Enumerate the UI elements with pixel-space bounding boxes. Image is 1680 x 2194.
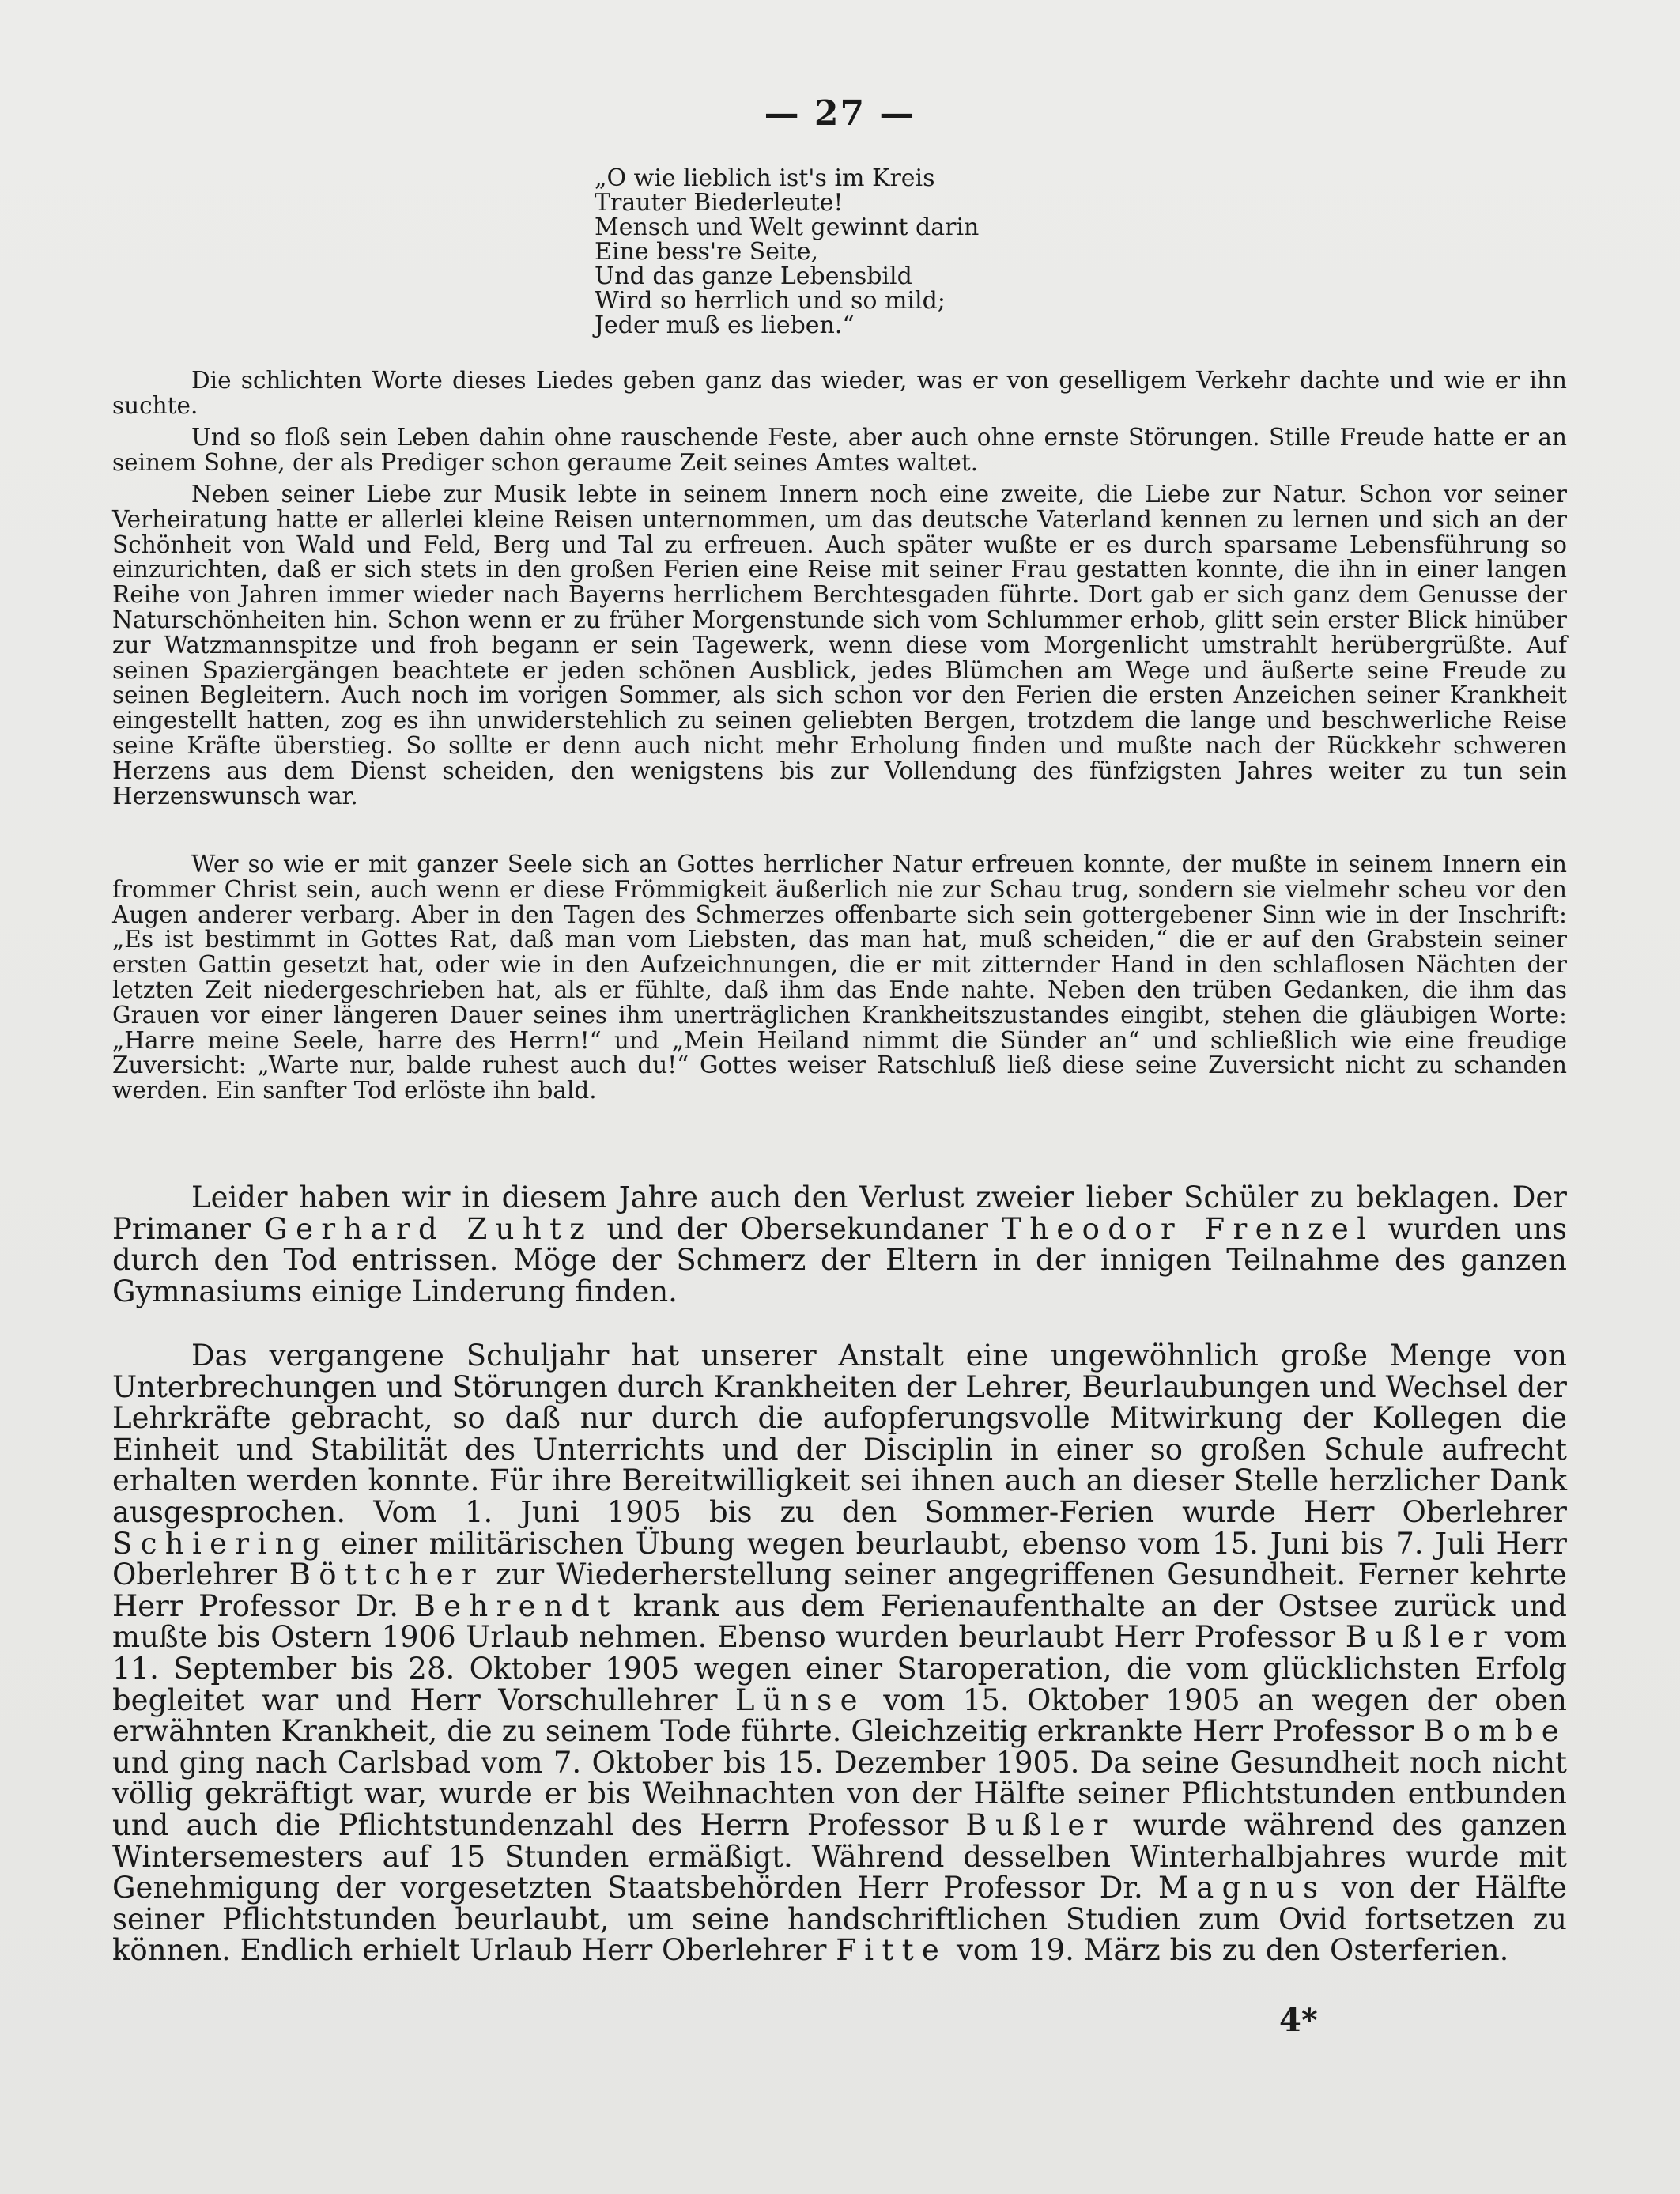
poem-line: Trauter Biederleute!	[595, 189, 844, 217]
text-run: wurden uns durch den Tod entrissen. Möge der Schmerz der Eltern in der innigen Teilnahme des ganzen Gymnasiums einige Linderung finden.	[112, 1211, 1567, 1308]
paragraph-faith	[112, 852, 1567, 1104]
paragraph-text: Die schlichten Worte dieses Liedes geben ganz das wieder, was er von geselligem Verkehr dachte und wie er ihn suchte.	[112, 367, 1567, 419]
poem-line: Mensch und Welt gewinnt darin	[595, 213, 980, 241]
paragraph-students-loss	[112, 1182, 1567, 1307]
paragraph-text: Und so floß sein Leben dahin ohne rauschende Feste, aber auch ohne ernste Störungen. Stille Freude hatte er an seinem Sohne, der als Prediger schon geraume Zeit seines Amtes waltet.	[112, 424, 1567, 476]
teacher-name: Bußler	[1345, 1620, 1496, 1655]
text-run: und der Obersekundaner	[593, 1211, 1002, 1246]
teacher-name: Magnus	[1158, 1871, 1327, 1905]
poem-line: „O wie lieblich ist's im Kreis	[595, 164, 935, 192]
teacher-name: Böttcher	[289, 1558, 484, 1592]
paragraph-school-year	[112, 1340, 1567, 1966]
text-run: Das vergangene Schuljahr hat unserer Anstalt eine ungewöhnlich große Menge von Unterbrechungen und Störungen durch Krankheiten der Lehrer, Beurlaubungen und Wechsel der Lehrkräfte gebracht, so daß nur durch die aufopferungsvolle Mitwirkung der Kollegen die Einheit und Stabilität des Unterrichts und der Disciplin in einer so großen Schule aufrecht erhalten werden konnte. Für ihre Bereitwilligkeit sei ihnen auch an dieser Stelle herzlicher Dank ausgesprochen. Vom 1. Juni 1905 bis zu den Sommer-Ferien wurde Herr Oberlehrer	[112, 1339, 1567, 1529]
text-run: vom 19. März bis zu den Osterferien.	[947, 1933, 1509, 1968]
paragraph-text: Neben seiner Liebe zur Musik lebte in seinem Innern noch eine zweite, die Liebe zur Natur. Schon vor seiner Verheiratung hatte er allerlei kleine Reisen unternommen, um das deutsche Vaterland kennen zu lernen und sich an der Schönheit von Wald und Feld, Berg und Tal zu erfreuen. Auch später wußte er es durch sparsame Lebensführung so einzurichten, daß er sich stets in den großen Ferien eine Reise mit seiner Frau gestatten konnte, die ihn in einer langen Reihe von Jahren immer wieder nach Bayerns herrlichem Berchtesgaden führte. Dort gab er sich ganz dem Genusse der Naturschönheiten hin. Schon wenn er zu früher Morgenstunde sich vom Schlummer erhob, glitt sein erster Blick hinüber zur Watzmannspitze und froh begann er sein Tagewerk, wenn diese vom Morgenlicht umstrahlt herübergrüßte. Auf seinen Spaziergängen beachtete er jeden schönen Ausblick, jedes Blümchen am Wege und äußerte seine Freude zu seinen Begleitern. Auch noch im vorigen Sommer, als sich schon vor den Ferien die ersten Anzeichen seiner Krankheit eingestellt hatten, zog es ihn unwiderstehlich zu seinen geliebten Bergen, trotzdem die lange und beschwerliche Reise seine Kräfte überstieg. So sollte er denn auch nicht mehr Erholung finden und mußte nach der Rückkehr schweren Herzens aus dem Dienst scheiden, den wenigstens bis zur Vollendung des fünfzigsten Jahres weiter zu tun sein Herzenswunsch war.	[112, 481, 1567, 810]
teacher-name: Behrendt	[413, 1588, 618, 1623]
paragraph-text	[112, 1340, 1567, 1966]
text-run: krank aus dem Ferienaufenthalte an der Ostsee zurück und mußte bis Ostern 1906 Urlaub nehmen. Ebenso wurden beurlaubt Herr Professor	[112, 1588, 1567, 1655]
poem-line: Eine bess're Seite,	[595, 238, 818, 266]
teacher-name: Bußler	[965, 1807, 1116, 1842]
signature-mark: 4*	[1279, 2002, 1318, 2039]
page-number: — 27 —	[764, 93, 916, 134]
teacher-name: Fitte	[836, 1933, 948, 1968]
text-run: Leider haben wir in diesem Jahre auch den Verlust zweier lieber Schüler zu beklagen. Der Primaner	[112, 1180, 1567, 1246]
poem-quote	[595, 166, 1385, 338]
text-run: von der Hälfte seiner Pflichtstunden beurlaubt, um seine handschriftlichen Studien zum Ovid fortsetzen zu können. Endlich erhielt Urlaub Herr Oberlehrer	[112, 1871, 1567, 1968]
paragraph-nature	[112, 482, 1567, 809]
poem-line: Und das ganze Lebensbild	[595, 262, 912, 290]
text-run: wurde während des ganzen Wintersemesters auf 15 Stunden ermäßigt. Während desselben Winterhalbjahres wurde mit Genehmigung der vorgesetzten Staatsbehörden Herr Professor Dr.	[112, 1807, 1567, 1905]
paragraph-life	[112, 425, 1567, 476]
paragraph-text: Wer so wie er mit ganzer Seele sich an Gottes herrlicher Natur erfreuen konnte, der mußte in seinem Innern ein frommer Christ sein, auch wenn er diese Frömmigkeit äußerlich nie zur Schau trug, sondern sie vielmehr scheu vor den Augen anderer verbarg. Aber in den Tagen des Schmerzes offenbarte sich sein gottergebener Sinn wie in der Inschrift: „Es ist bestimmt in Gottes Rat, daß man vom Liebsten, das man hat, muß scheiden,“ die er auf den Grabstein seiner ersten Gattin gesetzt hat, oder wie in den Aufzeichnungen, die er mit zitternder Hand in den schlaflosen Nächten der letzten Zeit niedergeschrieben hat, als er fühlte, daß ihm das Ende nahte. Neben den trüben Gedanken, die ihm das Grauen vor einer längeren Dauer seines ihm unerträglichen Krankheitszustandes eingibt, stehen die gläubigen Worte: „Harre meine Seele, harre des Herrn!“ und „Mein Heiland nimmt die Sünder an“ und schließlich wie eine freudige Zuversicht: „Warte nur, balde ruhest auch du!“ Gottes weiser Ratschluß ließ diese seine Zuversicht nicht zu schanden werden. Ein sanfter Tod erlöste ihn bald.	[112, 851, 1567, 1105]
teacher-name: Schiering	[112, 1526, 329, 1561]
text-run: und ging nach Carlsbad vom 7. Oktober bis 15. Dezember 1905. Da seine Gesundheit noch nicht völlig gekräftigt war, wurde er bis Weihnachten von der Hälfte seiner Pflichtstunden entbunden und auch die Pflichtstundenzahl des Herrn Professor	[112, 1745, 1567, 1842]
poem-line: Jeder muß es lieben.“	[595, 312, 855, 339]
text-run: vom 15. Oktober 1905 an wegen der oben erwähnten Krankheit, die zu seinem Tode führte. Gleichzeitig erkrankte Herr Professor	[112, 1682, 1567, 1749]
student-name: Gerhard Zuhtz	[264, 1211, 594, 1246]
teacher-name: Lünse	[734, 1682, 866, 1717]
paragraph-text	[112, 1182, 1567, 1307]
text-run: zur Wiederherstellung seiner angegriffenen Gesundheit. Ferner kehrte Herr Professor Dr.	[112, 1558, 1567, 1623]
poem-line: Wird so herrlich und so mild;	[595, 287, 946, 315]
text-run: einer militärischen Übung wegen beurlaubt, ebenso vom 15. Juni bis 7. Juli Herr Oberlehrer	[112, 1526, 1567, 1592]
text-run: vom 11. September bis 28. Oktober 1905 wegen einer Staroperation, die vom glücklichsten Erfolg begleitet war und Herr Vorschullehrer	[112, 1620, 1567, 1717]
student-name: Theodor Frenzel	[1002, 1211, 1375, 1246]
teacher-name: Bombe	[1423, 1714, 1567, 1749]
paragraph-song-words	[112, 368, 1567, 419]
